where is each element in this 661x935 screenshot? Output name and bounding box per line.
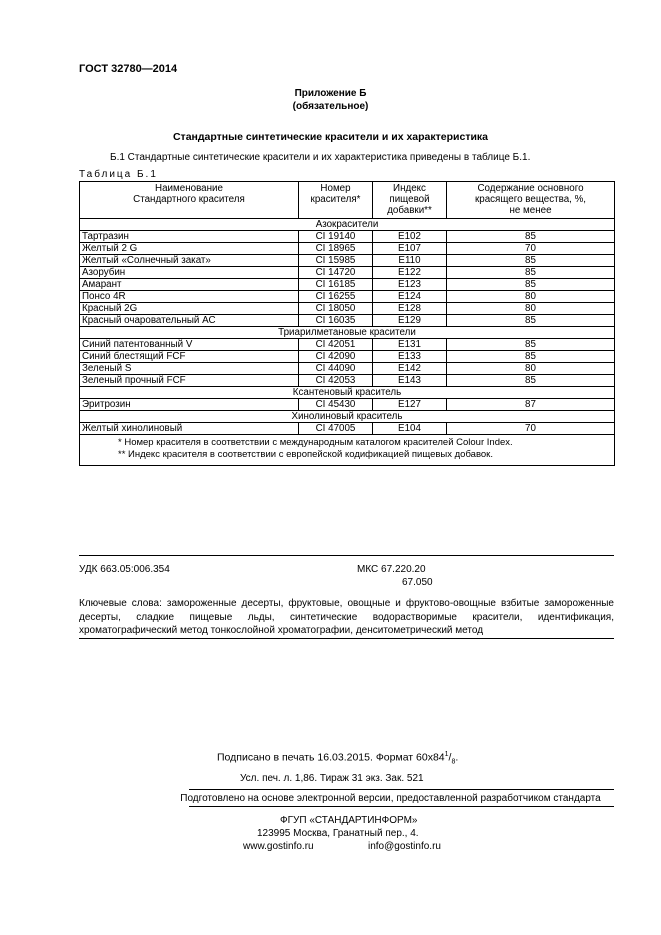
divider xyxy=(189,806,614,807)
publisher-name: ФГУП «СТАНДАРТИНФОРМ» xyxy=(280,815,418,826)
cell-dye-name: Эритрозин xyxy=(80,399,299,411)
publisher-address: 123995 Москва, Гранатный пер., 4. xyxy=(257,828,419,839)
cell-dye-number: CI 18965 xyxy=(299,243,373,255)
format-slash: / xyxy=(448,751,452,764)
cell-dye-name: Синий блестящий FCF xyxy=(80,351,299,363)
cell-food-index: E128 xyxy=(373,303,447,315)
table-header-row xyxy=(80,182,615,219)
table-row xyxy=(80,243,615,255)
format-denominator: 8 xyxy=(451,758,456,766)
cell-food-index: E133 xyxy=(373,351,447,363)
dye-table xyxy=(79,181,615,466)
cell-content: 85 xyxy=(447,267,615,279)
appendix-heading xyxy=(0,87,661,113)
cell-food-index: E107 xyxy=(373,243,447,255)
section-title: Стандартные синтетические красители и их характеристика xyxy=(172,131,489,143)
cell-dye-number: CI 16185 xyxy=(299,279,373,291)
cell-content: 85 xyxy=(447,351,615,363)
intro-paragraph: Б.1 Стандартные синтетические красители и их характеристика приведены в таблице Б.1. xyxy=(110,152,531,163)
table-row xyxy=(80,351,615,363)
signed-end: . xyxy=(455,751,459,764)
cell-dye-name: Понсо 4R xyxy=(80,291,299,303)
cell-food-index: E143 xyxy=(373,375,447,387)
cell-dye-number: CI 42053 xyxy=(299,375,373,387)
cell-food-index: E122 xyxy=(373,267,447,279)
table-row xyxy=(80,423,615,435)
group-name: Триарилметановые красители xyxy=(80,327,615,339)
table-caption: Таблица Б.1 xyxy=(79,169,158,180)
table-footnotes xyxy=(80,435,615,466)
cell-dye-name: Зеленый прочный FCF xyxy=(80,375,299,387)
cell-content: 85 xyxy=(447,315,615,327)
group-name: Ксантеновый краситель xyxy=(80,387,615,399)
table-row xyxy=(80,255,615,267)
cell-content: 70 xyxy=(447,423,615,435)
cell-dye-number: CI 16255 xyxy=(299,291,373,303)
divider xyxy=(79,555,614,556)
cell-food-index: E127 xyxy=(373,399,447,411)
udk-code: УДК 663.05:006.354 xyxy=(79,564,170,575)
footnote-food-index: ** Индекс красителя в соответствии с европейской кодификацией пищевых добавок. xyxy=(118,449,493,460)
cell-dye-name: Амарант xyxy=(80,279,299,291)
cell-content: 85 xyxy=(447,279,615,291)
publisher-email-link[interactable]: info@gostinfo.ru xyxy=(368,841,441,852)
mks-code-2: 67.050 xyxy=(402,577,433,588)
table-row xyxy=(80,315,615,327)
table-body xyxy=(80,219,615,435)
cell-dye-name: Желтый 2 G xyxy=(80,243,299,255)
divider xyxy=(79,638,614,639)
cell-dye-name: Желтый хинолиновый xyxy=(80,423,299,435)
table-row xyxy=(80,267,615,279)
cell-food-index: E123 xyxy=(373,279,447,291)
cell-dye-name: Зеленый S xyxy=(80,363,299,375)
cell-food-index: E142 xyxy=(373,363,447,375)
cell-content: 85 xyxy=(447,255,615,267)
cell-dye-name: Азорубин xyxy=(80,267,299,279)
signed-for-print xyxy=(217,751,458,766)
table-row xyxy=(80,231,615,243)
table-row xyxy=(80,375,615,387)
cell-dye-number: CI 45430 xyxy=(299,399,373,411)
cell-dye-name: Красный очаровательный АС xyxy=(80,315,299,327)
appendix-status: (обязательное) xyxy=(292,101,369,112)
cell-food-index: E124 xyxy=(373,291,447,303)
footnote-dye-number: * Номер красителя в соответствии с международным каталогом красителей Colour Index. xyxy=(118,437,513,448)
header-content: Содержание основного красящего вещества, %, не менее xyxy=(447,182,615,219)
cell-content: 85 xyxy=(447,339,615,351)
cell-content: 85 xyxy=(447,375,615,387)
cell-content: 87 xyxy=(447,399,615,411)
table-row xyxy=(80,399,615,411)
header-dye-number: Номер красителя* xyxy=(299,182,373,219)
header-name: Наименование Стандартного красителя xyxy=(80,182,299,219)
cell-dye-number: CI 14720 xyxy=(299,267,373,279)
cell-dye-number: CI 15985 xyxy=(299,255,373,267)
cell-dye-number: CI 47005 xyxy=(299,423,373,435)
format-numerator: 1 xyxy=(444,751,449,758)
table-row xyxy=(80,279,615,291)
cell-food-index: E131 xyxy=(373,339,447,351)
table-row xyxy=(80,303,615,315)
prepared-note: Подготовлено на основе электронной версии, предоставленной разработчиком стандарта xyxy=(180,793,601,804)
group-name: Хинолиновый краситель xyxy=(80,411,615,423)
cell-dye-number: CI 19140 xyxy=(299,231,373,243)
cell-dye-name: Тартразин xyxy=(80,231,299,243)
cell-dye-number: CI 42051 xyxy=(299,339,373,351)
cell-content: 80 xyxy=(447,291,615,303)
table-row xyxy=(80,339,615,351)
table-footnotes-row xyxy=(80,435,615,466)
table-group-row xyxy=(80,411,615,423)
cell-food-index: E110 xyxy=(373,255,447,267)
cell-content: 80 xyxy=(447,303,615,315)
cell-dye-number: CI 16035 xyxy=(299,315,373,327)
cell-content: 85 xyxy=(447,231,615,243)
cell-content: 80 xyxy=(447,363,615,375)
table-group-row xyxy=(80,327,615,339)
cell-food-index: E102 xyxy=(373,231,447,243)
cell-dye-number: CI 42090 xyxy=(299,351,373,363)
table-group-row xyxy=(80,387,615,399)
print-info: Усл. печ. л. 1,86. Тираж 31 экз. Зак. 521 xyxy=(240,773,424,784)
cell-dye-name: Красный 2G xyxy=(80,303,299,315)
divider xyxy=(189,789,614,790)
cell-content: 70 xyxy=(447,243,615,255)
table-row xyxy=(80,363,615,375)
mks-code-1: МКС 67.220.20 xyxy=(357,564,426,575)
standard-number: ГОСТ 32780—2014 xyxy=(79,63,178,75)
cell-dye-number: CI 44090 xyxy=(299,363,373,375)
table-row xyxy=(80,291,615,303)
appendix-title: Приложение Б xyxy=(294,88,367,99)
cell-food-index: E129 xyxy=(373,315,447,327)
cell-dye-name: Синий патентованный V xyxy=(80,339,299,351)
cell-dye-name: Желтый «Солнечный закат» xyxy=(80,255,299,267)
publisher-website-link[interactable]: www.gostinfo.ru xyxy=(243,841,314,852)
signed-text: Подписано в печать 16.03.2015. Формат 60х84 xyxy=(217,751,445,764)
header-food-index: Индекс пищевой добавки** xyxy=(373,182,447,219)
keywords-paragraph: Ключевые слова: замороженные десерты, фруктовые, овощные и фруктово-овощные взбитые замороженные десерты, сладкие пищевые льды, синтетические водорастворимые красители, идентификация, хроматографический метод тонкослойной хроматографии, денситометрический метод xyxy=(79,598,614,636)
cell-dye-number: CI 18050 xyxy=(299,303,373,315)
group-name: Азокрасители xyxy=(80,219,615,231)
cell-food-index: E104 xyxy=(373,423,447,435)
table-group-row xyxy=(80,219,615,231)
dye-table-container xyxy=(79,181,614,466)
